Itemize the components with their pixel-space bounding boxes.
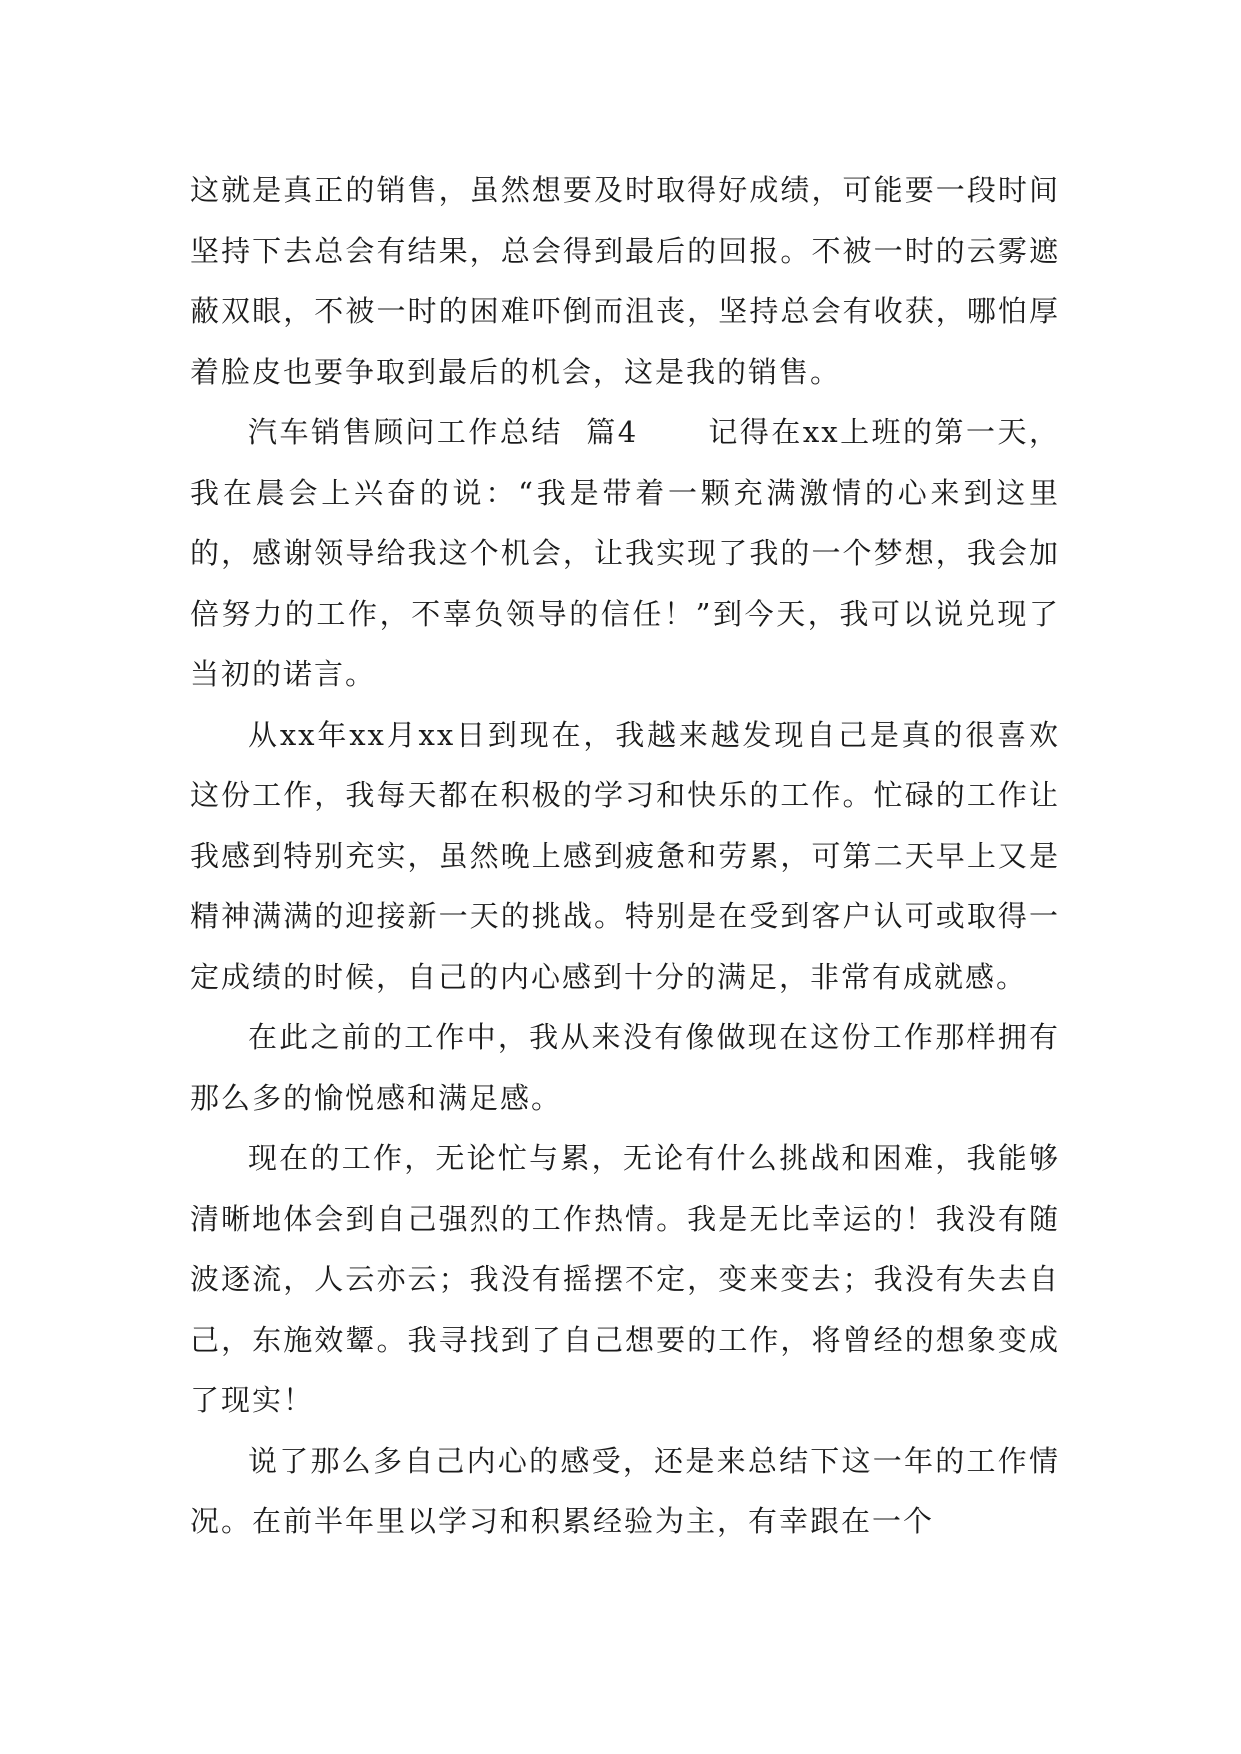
paragraph-text: 记得在xx上班的第一天，我在晨会上兴奋的说：“我是带着一颗充满激情的心来到这里的，感谢领导给我这个机会，让我实现了我的一个梦想，我会加倍努力的工作，不辜负领导的信任！”到今天，我可以说兑现了当初的诺言。 — [190, 415, 1060, 691]
paragraph-text: 说了那么多自己内心的感受，还是来总结下这一年的工作情况。在前半年里以学习和积累经验为主，有幸跟在一个 — [190, 1443, 1060, 1538]
paragraph-section-4-intro — [190, 402, 1060, 705]
paragraph — [190, 1431, 1060, 1552]
paragraph-text: 这就是真正的销售，虽然想要及时取得好成绩，可能要一段时间坚持下去总会有结果，总会得到最后的回报。不被一时的云雾遮蔽双眼，不被一时的困难吓倒而沮丧，坚持总会有收获，哪怕厚着脸皮也要争取到最后的机会，这是我的销售。 — [190, 173, 1060, 389]
document-body — [190, 160, 1060, 1552]
paragraph — [190, 1007, 1060, 1128]
section-heading: 汽车销售顾问工作总结 篇4 — [248, 415, 709, 449]
paragraph — [190, 1128, 1060, 1431]
paragraph-continuation — [190, 160, 1060, 402]
paragraph-text: 从xx年xx月xx日到现在，我越来越发现自己是真的很喜欢这份工作，我每天都在积极的学习和快乐的工作。忙碌的工作让我感到特别充实，虽然晚上感到疲惫和劳累，可第二天早上又是精神满满的迎接新一天的挑战。特别是在受到客户认可或取得一定成绩的时候，自己的内心感到十分的满足，非常有成就感。 — [190, 717, 1060, 994]
paragraph-text: 现在的工作，无论忙与累，无论有什么挑战和困难，我能够清晰地体会到自己强烈的工作热情。我是无比幸运的！我没有随波逐流，人云亦云；我没有摇摆不定，变来变去；我没有失去自己，东施效颦。我寻找到了自己想要的工作，将曾经的想象变成了现实！ — [190, 1141, 1060, 1417]
paragraph — [190, 705, 1060, 1008]
paragraph-text: 在此之前的工作中，我从来没有像做现在这份工作那样拥有那么多的愉悦感和满足感。 — [190, 1020, 1060, 1115]
